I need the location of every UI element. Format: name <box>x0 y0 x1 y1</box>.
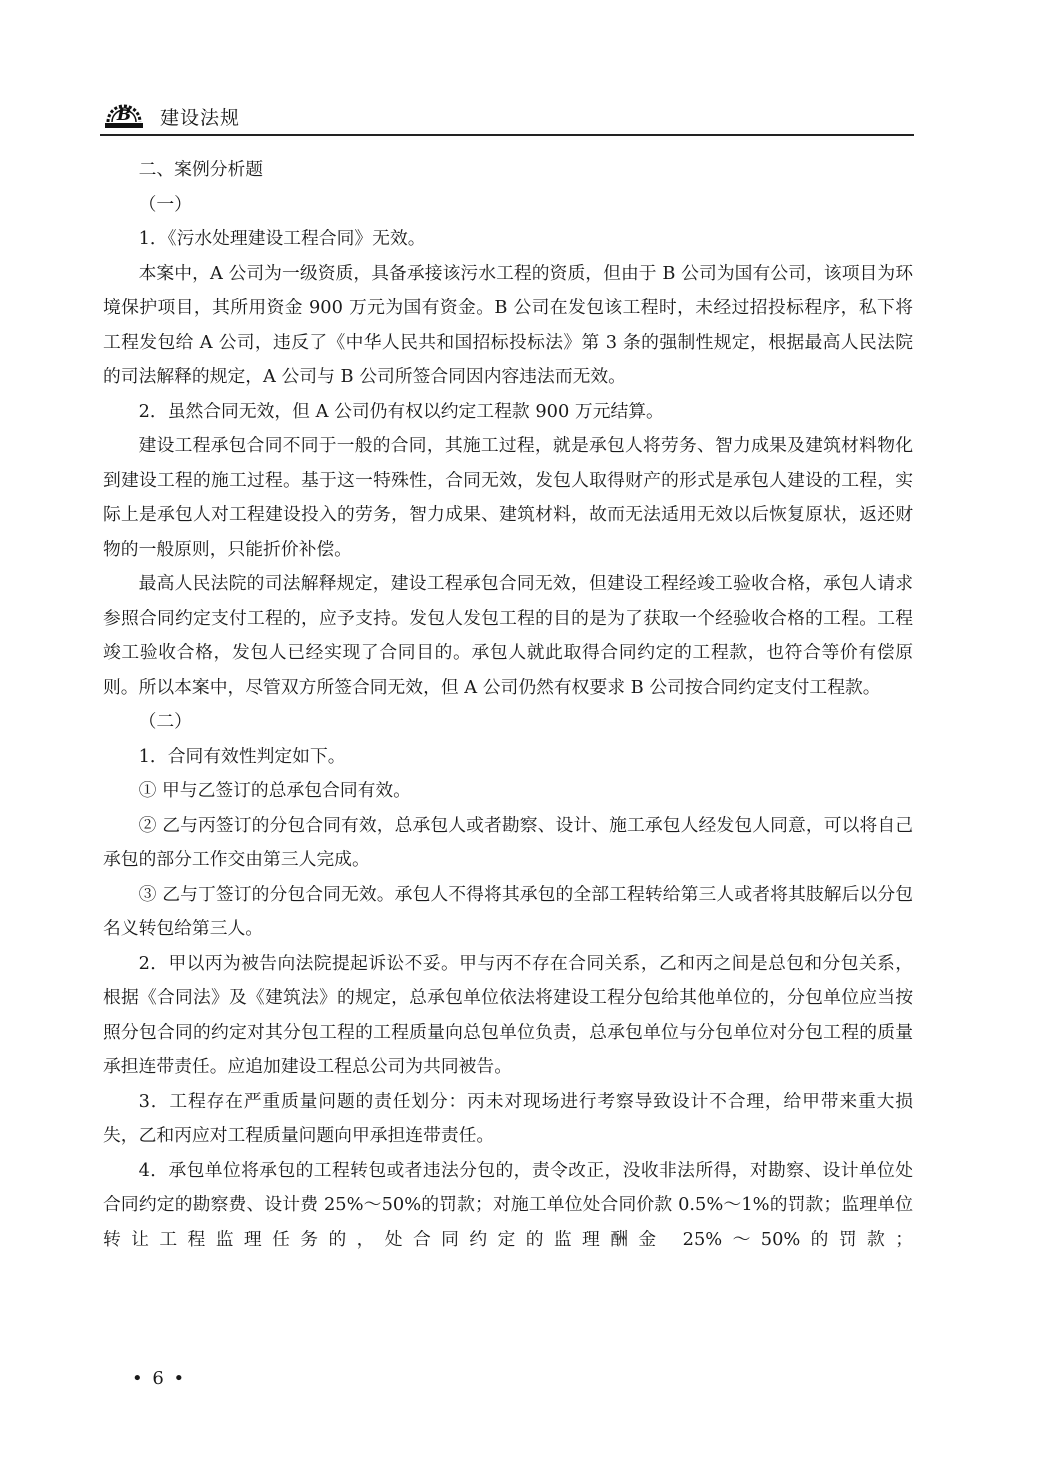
section-heading: 二、案例分析题 <box>138 159 264 180</box>
answer-paragraph: ② 乙与丙签订的分包合同有效，总承包人或者勘察、设计、施工承包人经发包人同意，可以将自己承包的部分工作交由第三人完成。 <box>103 814 913 870</box>
answer-paragraph: 1．合同有效性判定如下。 <box>138 745 346 767</box>
page-number: • 6 • <box>132 1368 187 1389</box>
answer-paragraph: 3．工程存在严重质量问题的责任划分：丙未对现场进行考察导致设计不合理，给甲带来重大损失，乙和丙应对工程质量问题向甲承担连带责任。 <box>103 1090 913 1146</box>
answer-paragraph: 2．虽然合同无效，但 A 公司仍有权以约定工程款 900 万元结算。 <box>138 400 664 422</box>
case-number: （二） <box>138 711 192 732</box>
answer-paragraph: 本案中，A 公司为一级资质，具备承接该污水工程的资质，但由于 B 公司为国有公司，该项目为环境保护项目，其所用资金 900 万元为国有资金。B 公司在发包该工程时，未经过招投标程序，私下将工程发包给 A 公司，违反了《中华人民共和国招标投标法》第 3 条的强制性规定，根据最高人民法院的司法解释的规定，A 公司与 B 公司所签合同因内容违法而无效。 <box>103 262 913 387</box>
answer-paragraph: 4．承包单位将承包的工程转包或者违法分包的，责令改正，没收非法所得，对勘察、设计单位处合同约定的勘察费、设计费 25%～50%的罚款；对施工单位处合同价款 0.5%～1%的罚款；监理单位转让工程监理任务的，处合同约定的监理酬金 25%～50%的罚款； <box>103 1159 913 1250</box>
answer-paragraph: 2．甲以丙为被告向法院提起诉讼不妥。甲与丙不存在合同关系，乙和丙之间是总包和分包关系，根据《合同法》及《建筑法》的规定，总承包单位依法将建设工程分包给其他单位的，分包单位应当按照分包合同的约定对其分包工程的工程质量向总包单位负责，总承包单位与分包单位对分包工程的质量承担连带责任。应追加建设工程总公司为共同被告。 <box>103 952 913 1077</box>
answer-paragraph: ③ 乙与丁签订的分包合同无效。承包人不得将其承包的全部工程转给第三人或者将其肢解后以分包名义转包给第三人。 <box>103 883 913 939</box>
answer-paragraph: 建设工程承包合同不同于一般的合同，其施工过程，就是承包人将劳务、智力成果及建筑材料物化到建设工程的施工过程。基于这一特殊性，合同无效，发包人取得财产的形式是承包人建设的工程，实际上是承包人对工程建设投入的劳务，智力成果、建筑材料，故而无法适用无效以后恢复原状，返还财物的一般原则，只能折价补偿。 <box>103 435 913 560</box>
answer-paragraph: 1．《污水处理建设工程合同》无效。 <box>138 228 426 249</box>
publisher-logo-icon <box>102 96 146 130</box>
case-number: （一） <box>138 193 192 215</box>
running-header <box>100 94 914 136</box>
page-body <box>103 153 913 1257</box>
svg-text:B: B <box>116 105 132 125</box>
answer-paragraph: ① 甲与乙签订的总承包合同有效。 <box>138 780 411 801</box>
book-title: 建设法规 <box>160 107 241 129</box>
answer-paragraph: 最高人民法院的司法解释规定，建设工程承包合同无效，但建设工程经竣工验收合格，承包人请求参照合同约定支付工程的，应予支持。发包人发包工程的目的是为了获取一个经验收合格的工程。工程竣工验收合格，发包人已经实现了合同目的。承包人就此取得合同约定的工程款，也符合等价有偿原则。所以本案中，尽管双方所签合同无效，但 A 公司仍然有权要求 B 公司按合同约定支付工程款。 <box>103 573 913 698</box>
